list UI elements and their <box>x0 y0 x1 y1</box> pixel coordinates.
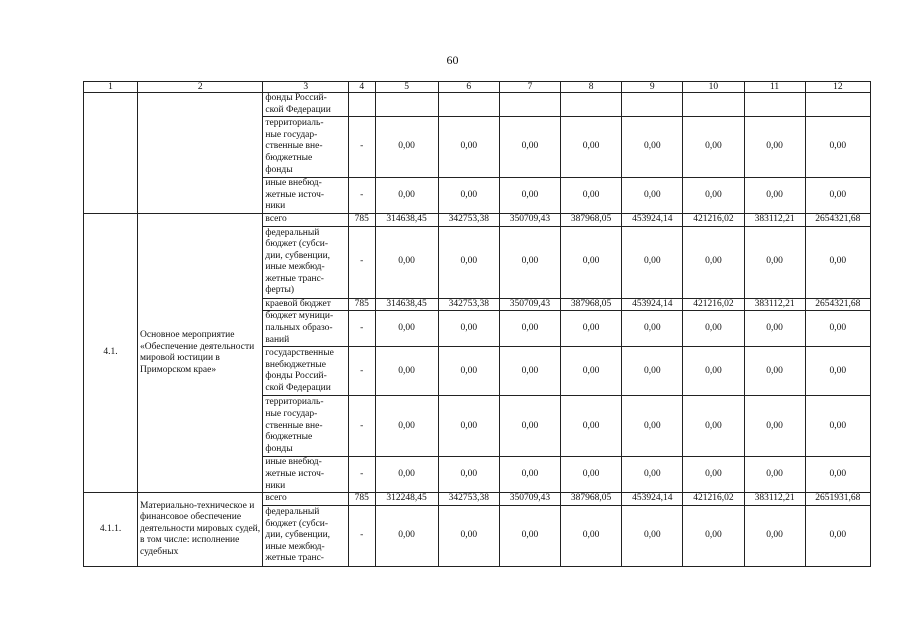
admin-code: - <box>349 505 376 566</box>
amount-year: 0,00 <box>561 396 622 457</box>
admin-code: - <box>349 226 376 298</box>
amount-year: 0,00 <box>561 117 622 178</box>
amount-year <box>499 93 560 117</box>
amount-year: 0,00 <box>561 178 622 214</box>
amount-year: 350709,43 <box>499 493 560 506</box>
funding-source: территориаль- ные государ- ственные вне- бюджетные фонды <box>263 117 349 178</box>
funding-source: бюджет муници- пальных образо- ваний <box>263 311 349 347</box>
amount-year: 383112,21 <box>744 214 805 227</box>
admin-code: 785 <box>349 298 376 311</box>
amount-year: 0,00 <box>683 457 744 493</box>
column-number-header: 7 <box>499 82 560 93</box>
amount-year: 0,00 <box>438 347 499 396</box>
amount-year: 0,00 <box>499 178 560 214</box>
column-number-header: 5 <box>375 82 438 93</box>
amount-year <box>683 93 744 117</box>
amount-year: 0,00 <box>744 457 805 493</box>
amount-year: 0,00 <box>438 117 499 178</box>
funding-source: федеральный бюджет (субси- дии, субвенции, иные межбюд- жетные транс- ферты) <box>263 226 349 298</box>
amount-year: 350709,43 <box>499 214 560 227</box>
amount-year: 0,00 <box>744 178 805 214</box>
admin-code <box>349 93 376 117</box>
funding-source: территориаль- ные государ- ственные вне- бюджетные фонды <box>263 396 349 457</box>
amount-year <box>375 93 438 117</box>
amount-total: 2651931,68 <box>805 493 870 506</box>
amount-year: 314638,45 <box>375 214 438 227</box>
amount-year: 0,00 <box>375 457 438 493</box>
amount-year: 0,00 <box>744 226 805 298</box>
activity-name: Основное мероприятие «Обеспечение деятельности мировой юстиции в Приморском крае» <box>138 214 263 493</box>
amount-year: 0,00 <box>375 226 438 298</box>
column-number-header: 4 <box>349 82 376 93</box>
admin-code: - <box>349 117 376 178</box>
amount-year <box>622 93 683 117</box>
amount-year: 0,00 <box>438 457 499 493</box>
amount-year: 0,00 <box>561 226 622 298</box>
amount-year: 0,00 <box>561 347 622 396</box>
amount-year: 0,00 <box>375 396 438 457</box>
amount-year: 0,00 <box>438 311 499 347</box>
admin-code: - <box>349 396 376 457</box>
column-number-header: 6 <box>438 82 499 93</box>
amount-year: 0,00 <box>622 311 683 347</box>
amount-year: 0,00 <box>499 347 560 396</box>
amount-total: 0,00 <box>805 396 870 457</box>
column-number-header: 3 <box>263 82 349 93</box>
amount-total: 0,00 <box>805 117 870 178</box>
amount-year: 0,00 <box>744 117 805 178</box>
amount-year: 0,00 <box>499 505 560 566</box>
amount-year: 0,00 <box>683 311 744 347</box>
admin-code: - <box>349 311 376 347</box>
amount-total: 0,00 <box>805 347 870 396</box>
column-number-header: 1 <box>84 82 138 93</box>
activity-code: 4.1. <box>84 214 138 493</box>
amount-year: 0,00 <box>622 396 683 457</box>
amount-total: 2654321,68 <box>805 214 870 227</box>
amount-year: 387968,05 <box>561 493 622 506</box>
amount-year: 0,00 <box>683 347 744 396</box>
amount-year <box>438 93 499 117</box>
amount-year: 0,00 <box>499 226 560 298</box>
funding-source: краевой бюджет <box>263 298 349 311</box>
amount-year: 342753,38 <box>438 298 499 311</box>
column-number-header: 2 <box>138 82 263 93</box>
amount-total <box>805 93 870 117</box>
amount-year <box>744 93 805 117</box>
amount-year: 0,00 <box>622 117 683 178</box>
amount-year: 0,00 <box>375 311 438 347</box>
amount-year: 0,00 <box>561 311 622 347</box>
admin-code: - <box>349 347 376 396</box>
amount-total: 0,00 <box>805 178 870 214</box>
amount-year: 0,00 <box>375 347 438 396</box>
amount-year: 0,00 <box>683 117 744 178</box>
funding-source: иные внебюд- жетные источ- ники <box>263 457 349 493</box>
admin-code: - <box>349 457 376 493</box>
amount-year: 0,00 <box>499 117 560 178</box>
amount-year: 0,00 <box>375 505 438 566</box>
amount-year: 0,00 <box>683 226 744 298</box>
amount-year: 0,00 <box>683 178 744 214</box>
amount-year: 0,00 <box>683 505 744 566</box>
amount-year: 0,00 <box>499 396 560 457</box>
amount-year: 0,00 <box>622 457 683 493</box>
amount-total: 0,00 <box>805 457 870 493</box>
amount-year: 0,00 <box>744 396 805 457</box>
amount-year: 383112,21 <box>744 298 805 311</box>
amount-year: 0,00 <box>622 347 683 396</box>
amount-year: 0,00 <box>683 396 744 457</box>
activity-code: 4.1.1. <box>84 493 138 567</box>
amount-total: 0,00 <box>805 226 870 298</box>
amount-year: 453924,14 <box>622 493 683 506</box>
amount-total: 0,00 <box>805 505 870 566</box>
page-number: 60 <box>446 53 459 67</box>
column-number-header-row <box>84 82 871 93</box>
amount-year: 0,00 <box>375 178 438 214</box>
amount-year: 0,00 <box>622 178 683 214</box>
amount-year: 0,00 <box>499 311 560 347</box>
amount-year: 342753,38 <box>438 493 499 506</box>
activity-name: Материально-техническое и финансовое обеспечение деятельности мировых судей, в том числе: исполнение судебных <box>138 493 263 567</box>
funding-source: государственные внебюджетные фонды Россий- ской Федерации <box>263 347 349 396</box>
amount-year: 453924,14 <box>622 214 683 227</box>
amount-year: 421216,02 <box>683 298 744 311</box>
amount-year: 453924,14 <box>622 298 683 311</box>
amount-year: 0,00 <box>561 457 622 493</box>
admin-code: 785 <box>349 493 376 506</box>
activity-code <box>84 93 138 214</box>
amount-year <box>561 93 622 117</box>
column-number-header: 8 <box>561 82 622 93</box>
amount-year: 0,00 <box>744 347 805 396</box>
amount-year: 0,00 <box>622 226 683 298</box>
amount-year: 0,00 <box>622 505 683 566</box>
amount-total: 0,00 <box>805 311 870 347</box>
amount-total: 2654321,68 <box>805 298 870 311</box>
amount-year: 0,00 <box>438 226 499 298</box>
amount-year: 314638,45 <box>375 298 438 311</box>
amount-year: 421216,02 <box>683 214 744 227</box>
column-number-header: 10 <box>683 82 744 93</box>
admin-code: 785 <box>349 214 376 227</box>
funding-source: всего <box>263 214 349 227</box>
amount-year: 421216,02 <box>683 493 744 506</box>
admin-code: - <box>349 178 376 214</box>
funding-source: федеральный бюджет (субси- дии, субвенции, иные межбюд- жетные транс- <box>263 505 349 566</box>
amount-year: 0,00 <box>744 505 805 566</box>
amount-year: 0,00 <box>438 396 499 457</box>
amount-year: 0,00 <box>438 178 499 214</box>
amount-year: 312248,45 <box>375 493 438 506</box>
amount-year: 0,00 <box>499 457 560 493</box>
budget-table <box>83 81 871 567</box>
funding-source: фонды Россий- ской Федерации <box>263 93 349 117</box>
column-number-header: 9 <box>622 82 683 93</box>
table-row <box>84 493 871 506</box>
amount-year: 342753,38 <box>438 214 499 227</box>
funding-source: иные внебюд- жетные источ- ники <box>263 178 349 214</box>
amount-year: 383112,21 <box>744 493 805 506</box>
amount-year: 350709,43 <box>499 298 560 311</box>
table-row <box>84 214 871 227</box>
amount-year: 0,00 <box>375 117 438 178</box>
amount-year: 0,00 <box>744 311 805 347</box>
funding-source: всего <box>263 493 349 506</box>
column-number-header: 12 <box>805 82 870 93</box>
column-number-header: 11 <box>744 82 805 93</box>
amount-year: 0,00 <box>561 505 622 566</box>
activity-name <box>138 93 263 214</box>
amount-year: 0,00 <box>438 505 499 566</box>
table-row <box>84 93 871 117</box>
amount-year: 387968,05 <box>561 298 622 311</box>
amount-year: 387968,05 <box>561 214 622 227</box>
